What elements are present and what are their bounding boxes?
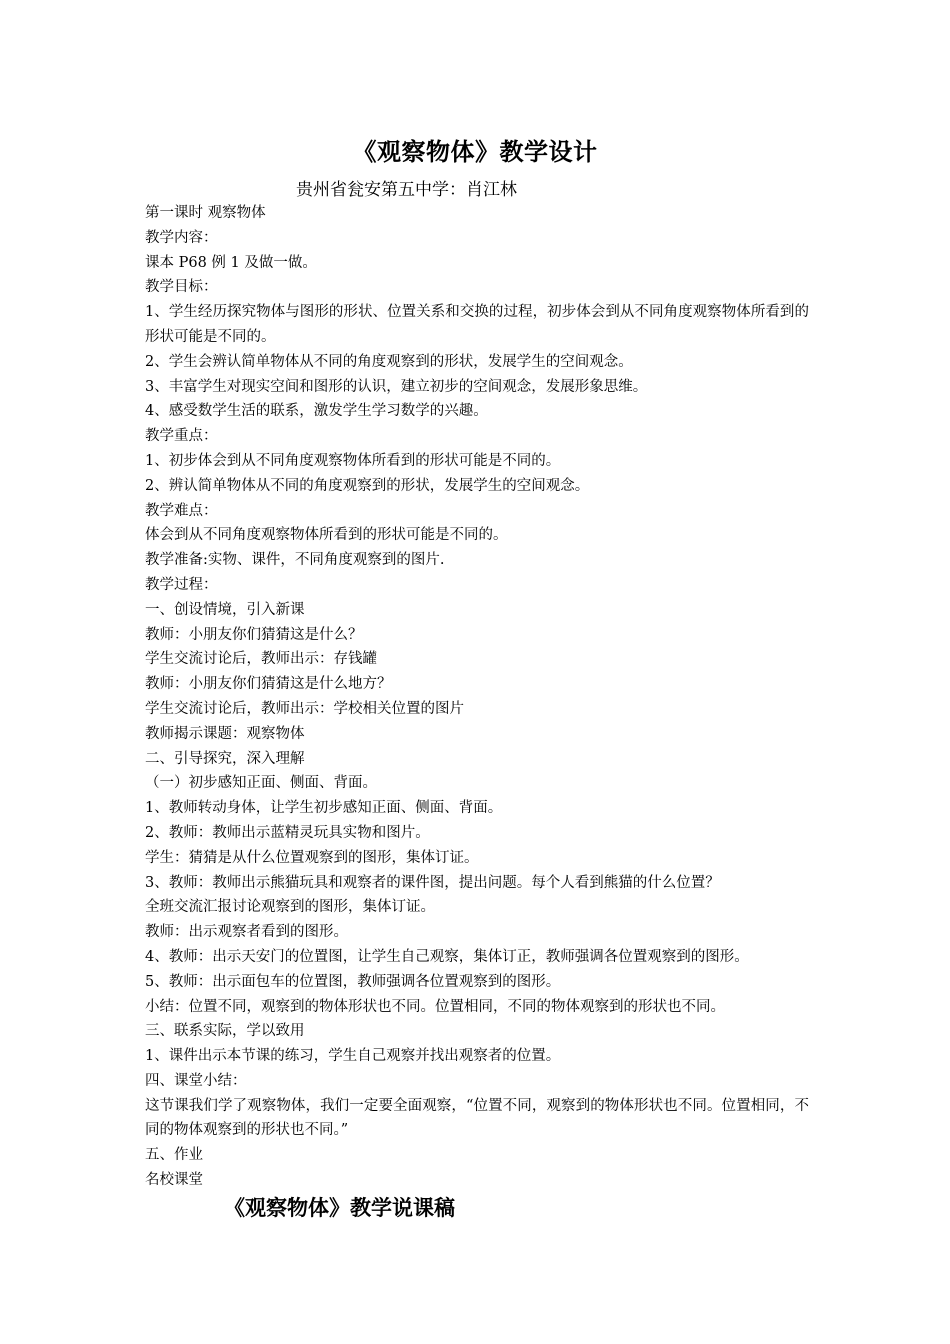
section-heading-process: 教学过程： [145, 576, 218, 593]
process-line: 1、课件出示本节课的练习，学生自己观察并找出观察者的位置。 [145, 1048, 561, 1065]
section-heading-goals: 教学目标： [145, 279, 218, 296]
author-line: 贵州省瓮安第五中学：肖江林 [296, 180, 517, 200]
key-point-1: 1、初步体会到从不同角度观察物体所看到的形状可能是不同的。 [145, 452, 561, 469]
process-line: 2、教师：教师出示蓝精灵玩具实物和图片。 [145, 824, 430, 841]
goal-item-4: 4、感受数学生活的联系，激发学生学习数学的兴趣。 [145, 403, 488, 420]
process-step-1-heading: 一、创设情境，引入新课 [145, 601, 305, 618]
section-heading-difficulty: 教学难点： [145, 502, 218, 519]
process-line: 学生交流讨论后，教师出示：存钱罐 [145, 651, 377, 668]
second-document-title: 《观察物体》教学说课稿 [224, 1195, 455, 1220]
process-line: 1、教师转动身体，让学生初步感知正面、侧面、背面。 [145, 800, 503, 817]
class-summary-paragraph: 这节课我们学了观察物体，我们一定要全面观察，“位置不同，观察到的物体形状也不同。位置相同，不同的物体观察到的形状也不同。” [145, 1097, 809, 1139]
content-text: 课本 P68 例 1 及做一做。 [145, 254, 317, 271]
process-line: 教师：小朋友你们猜猜这是什么地方？ [145, 676, 392, 693]
homework-text: 名校课堂 [145, 1172, 203, 1189]
lesson-heading: 第一课时 观察物体 [145, 205, 266, 221]
process-line: 学生：猜猜是从什么位置观察到的图形，集体订证。 [145, 849, 479, 866]
process-substep-heading: （一）初步感知正面、侧面、背面。 [145, 775, 377, 792]
process-line: 教师：出示观察者看到的图形。 [145, 924, 348, 941]
process-step-2-heading: 二、引导探究，深入理解 [145, 750, 305, 767]
process-line: 教师揭示课题：观察物体 [145, 725, 305, 742]
summary-line: 小结：位置不同，观察到的物体形状也不同。位置相同，不同的物体观察到的形状也不同。 [145, 998, 725, 1015]
process-line: 教师：小朋友你们猜猜这是什么？ [145, 626, 363, 643]
process-step-3-heading: 三、联系实际，学以致用 [145, 1023, 305, 1040]
goal-item-3: 3、丰富学生对现实空间和图形的认识，建立初步的空间观念，发展形象思维。 [145, 378, 648, 395]
goal-item-2: 2、学生会辨认简单物体从不同的角度观察到的形状，发展学生的空间观念。 [145, 353, 633, 370]
process-step-5-heading: 五、作业 [145, 1147, 203, 1164]
process-line: 3、教师：教师出示熊猫玩具和观察者的课件图，提出问题。每个人看到熊猫的什么位置？ [145, 874, 720, 891]
key-point-2: 2、辨认简单物体从不同的角度观察到的形状，发展学生的空间观念。 [145, 477, 590, 494]
process-line: 全班交流汇报讨论观察到的图形，集体订证。 [145, 899, 435, 916]
document-title: 《观察物体》教学设计 [352, 137, 598, 166]
document-body [145, 201, 809, 1193]
section-heading-content: 教学内容： [145, 229, 218, 246]
process-line: 学生交流讨论后，教师出示：学校相关位置的图片 [145, 700, 464, 717]
goal-item-1: 1、学生经历探究物体与图形的形状、位置关系和交换的过程，初步体会到从不同角度观察物体所看到的形状可能是不同的。 [145, 304, 809, 345]
process-line: 4、教师：出示天安门的位置图，让学生自己观察，集体订正，教师强调各位置观察到的图形。 [145, 948, 749, 965]
process-line: 5、教师：出示面包车的位置图，教师强调各位置观察到的图形。 [145, 973, 561, 990]
process-step-4-heading: 四、课堂小结： [145, 1072, 247, 1089]
difficulty-text: 体会到从不同角度观察物体所看到的形状可能是不同的。 [145, 527, 508, 544]
section-heading-key-points: 教学重点： [145, 428, 218, 445]
preparation-text: 教学准备:实物、课件，不同角度观察到的图片. [145, 552, 445, 569]
